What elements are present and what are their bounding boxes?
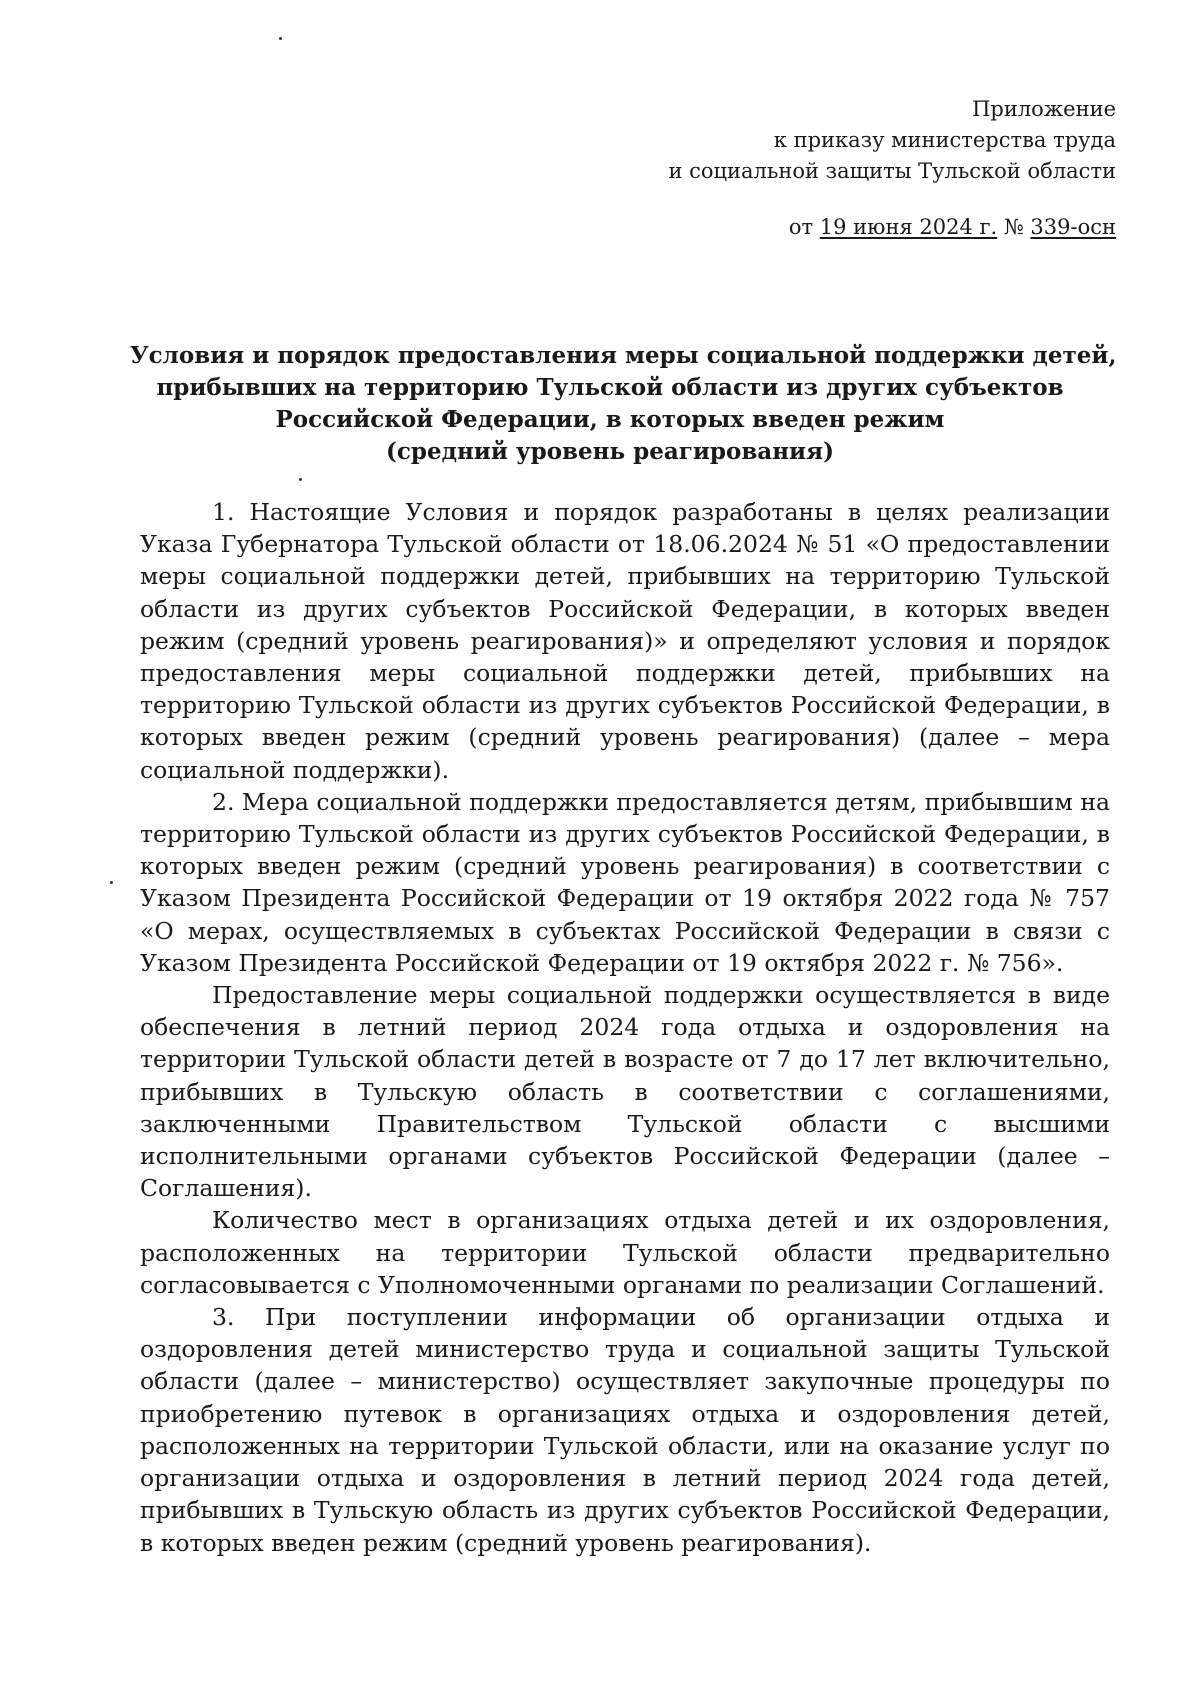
paragraph-2-places: Количество мест в организациях отдыха детей и их оздоровления, расположенных на территории Тульской области предварительно согласовывается с Уполномоченными органами по реализации Соглашений.	[140, 1206, 1110, 1299]
scan-speck	[279, 37, 282, 40]
paragraph-2-provision: Предоставление меры социальной поддержки осуществляется в виде обеспечения в летний период 2024 года отдыха и оздоровления на территории Тульской области детей в возрасте от 7 до 17 лет включительно, прибывших в Тульскую область в соответствии с соглашениями, заключенными Правительством Тульской области с высшими исполнительными органами субъектов Российской Федерации (далее – Соглашения).	[140, 981, 1110, 1203]
title-line: Условия и порядок предоставления меры социальной поддержки детей,	[130, 342, 1117, 369]
appendix-order-ref: к приказу министерства труда	[773, 128, 1116, 152]
order-number-sign: №	[997, 215, 1031, 239]
document-title	[130, 340, 1117, 468]
scan-speck	[110, 881, 113, 884]
appendix-label: Приложение	[972, 97, 1116, 121]
paragraph-3: 3. При поступлении информации об организации отдыха и оздоровления детей министерство труда и социальной защиты Тульской области (далее – министерство) осуществляет закупочные процедуры по приобретению путевок в организациях отдыха и оздоровления детей, расположенных на территории Тульской области, или на оказание услуг по организации отдыха и оздоровления в летний период 2024 года детей, прибывших в Тульскую область из других субъектов Российской Федерации, в которых введен режим (средний уровень реагирования).	[140, 1303, 1110, 1557]
order-date-line	[789, 212, 1116, 243]
title-line: прибывших на территорию Тульской области из других субъектов	[156, 374, 1064, 401]
title-line: (средний уровень реагирования)	[386, 438, 834, 465]
order-number: 339-осн	[1030, 215, 1116, 239]
paragraph-1: 1. Настоящие Условия и порядок разработаны в целях реализации Указа Губернатора Тульской области от 18.06.2024 № 51 «О предоставлении меры социальной поддержки детей, прибывших на территорию Тульской области из других субъектов Российской Федерации, в которых введен режим (средний уровень реагирования)» и определяют условия и порядок предоставления меры социальной поддержки детей, прибывших на территорию Тульской области из других субъектов Российской Федерации, в которых введен режим (средний уровень реагирования) (далее – мера социальной поддержки).	[140, 498, 1110, 784]
order-date: 19 июня 2024 г.	[819, 215, 998, 239]
document-body	[140, 496, 1110, 1559]
appendix-block	[668, 94, 1116, 187]
scan-speck	[299, 478, 302, 481]
appendix-ministry: и социальной защиты Тульской области	[668, 159, 1116, 183]
title-line: Российской Федерации, в которых введен режим	[275, 406, 945, 433]
order-prefix: от	[788, 215, 820, 239]
paragraph-2: 2. Мера социальной поддержки предоставляется детям, прибывшим на территорию Тульской области из других субъектов Российской Федерации, в которых введен режим (средний уровень реагирования) в соответствии с Указом Президента Российской Федерации от 19 октября 2022 года № 757 «О мерах, осуществляемых в субъектах Российской Федерации в связи с Указом Президента Российской Федерации от 19 октября 2022 г. № 756».	[140, 787, 1110, 977]
